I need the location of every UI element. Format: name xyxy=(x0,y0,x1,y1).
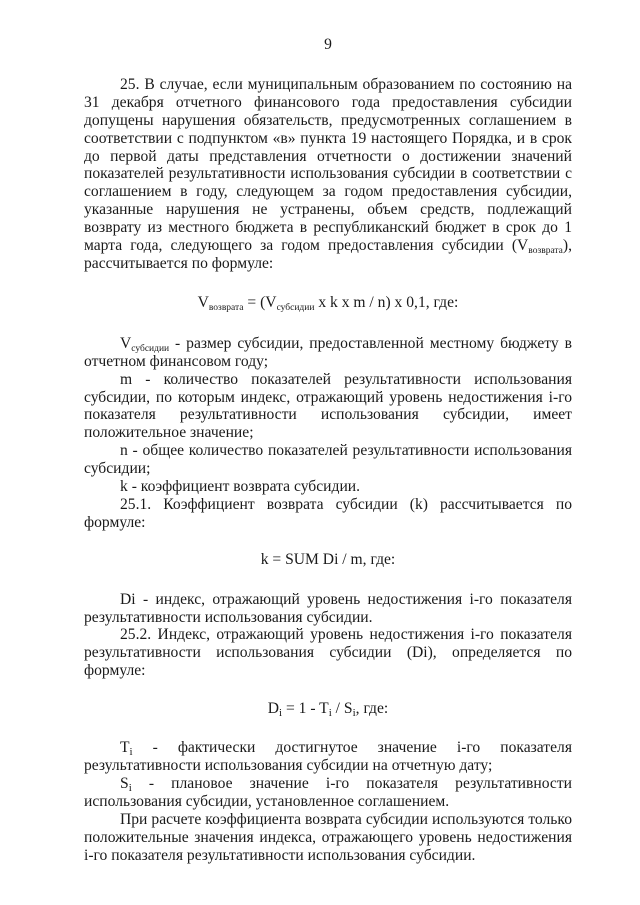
formula-d-subscript: i xyxy=(279,707,283,720)
definition-v-subscript: субсидии xyxy=(131,343,170,354)
definition-ti xyxy=(84,739,572,775)
definition-si xyxy=(84,775,572,811)
definition-s-text: - плановое значение i-го показателя результативности использования субсидии, установленное соглашением. xyxy=(84,774,572,810)
formula-s-subscript: i xyxy=(352,707,356,720)
paragraph-25-2: 25.2. Индекс, отражающий уровень недостижения i-го показателя результативности использования субсидии (Di), определяется по формуле: xyxy=(84,626,572,680)
final-paragraph: При расчете коэффициента возврата субсидии используются только положительные значения индекса, отражающего уровень недостижения i-го показателя результативности использования субсидии. xyxy=(84,810,572,864)
formula-slash: / S xyxy=(331,700,353,718)
formula-v-return xyxy=(84,294,572,312)
paragraph-25-text: 25. В случае, если муниципальным образованием по состоянию на 31 декабря отчетного финансового года предоставления субсидии допущены нарушения обязательств, предусмотренных соглашением в соответствии с подпунктом «в» пункта 19 настоящего Порядка, и в срок до первой даты представления отчетности о достижении значений показателей результативности использования субсидии в соответствии с соглашением в году, следующем за годом предоставления субсидии, указанные нарушения не устранены, объем средств, подлежащий возврату из местного бюджета в республиканский бюджет в срок до 1 марта года, следующего за годом предоставления субсидии (V xyxy=(84,75,572,255)
definition-v-letter: V xyxy=(120,334,132,352)
formula-v: V xyxy=(197,293,209,311)
paragraph-25 xyxy=(84,76,572,273)
formula-di xyxy=(84,700,572,718)
formula-eq: = (V xyxy=(243,293,277,311)
formula-v-return-subscript: возврата xyxy=(208,302,244,313)
definition-s-letter: S xyxy=(120,774,129,792)
definition-n: n - общее количество показателей результативности использования субсидии; xyxy=(84,442,572,478)
definition-s-subscript: i xyxy=(128,781,132,794)
definition-t-text: - фактически достигнутое значение i-го показателя результативности использования субсидии на отчетную дату; xyxy=(84,739,572,774)
formula-subsidy-subscript: субсидии xyxy=(276,302,315,313)
definition-t-subscript: i xyxy=(129,746,133,759)
definition-t-letter: T xyxy=(120,739,130,757)
definition-k: k - коэффициент возврата субсидии. xyxy=(120,478,361,496)
definition-m: m - количество показателей результативности использования субсидии, по которым индекс, отражающий уровень недостижения i-го показателя результативности использования субсидии, имеет положительное значение; xyxy=(84,370,572,442)
formula-d: D xyxy=(267,700,280,718)
paragraph-25-tail: ), рассчитывается по формуле: xyxy=(84,237,572,272)
page-number: 9 xyxy=(324,36,332,53)
definition-di: Di - индекс, отражающий уровень недостижения i-го показателя результативности использования субсидии. xyxy=(84,590,572,626)
formula-k: k = SUM Di / m, где: xyxy=(260,550,396,568)
formula-rest: x k x m / n) x 0,1, где: xyxy=(314,293,459,311)
paragraph-25-1: 25.1. Коэффициент возврата субсидии (k) рассчитывается по формуле: xyxy=(84,495,572,531)
definition-v-subsidy xyxy=(84,335,572,371)
formula-mid: = 1 - T xyxy=(282,700,329,718)
v-return-subscript: возврата xyxy=(528,246,563,257)
definition-v-text: - размер субсидии, предоставленной местному бюджету в отчетном финансовом году; xyxy=(84,334,572,370)
formula-t-subscript: i xyxy=(328,707,332,720)
formula-end: , где: xyxy=(355,700,389,718)
